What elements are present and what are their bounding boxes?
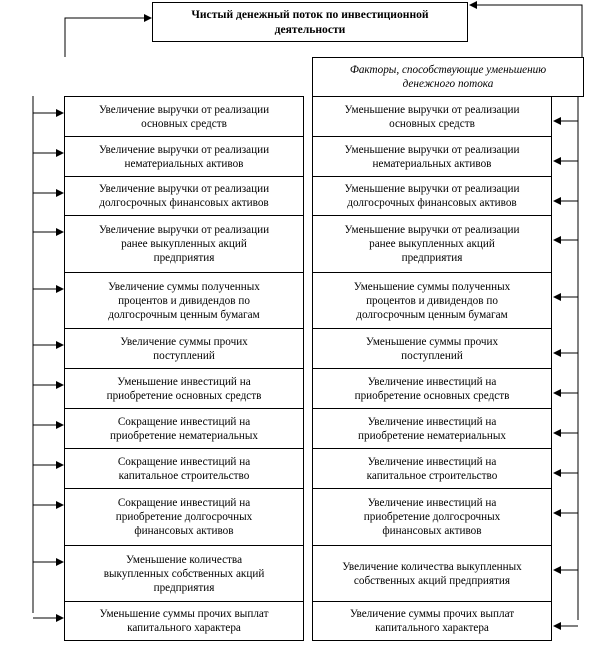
right-factor-label: Уменьшение выручки от реализации долгосрочных финансовых активов — [344, 183, 520, 209]
right-factor-box — [312, 176, 552, 216]
left-factor-box — [64, 215, 304, 273]
right-factor-label: Уменьшение выручки от реализации ранее выкупленных акций предприятия — [344, 224, 520, 264]
left-factor-box — [64, 368, 304, 409]
right-factor-label: Увеличение инвестиций на приобретение основных средств — [354, 375, 510, 402]
left-factor-box — [64, 545, 304, 602]
left-factor-box — [64, 272, 304, 329]
right-factor-box — [312, 545, 552, 602]
left-factor-label: Увеличение суммы полученных процентов и дивидендов по долгосрочным ценным бумагам — [108, 280, 260, 321]
left-factor-box — [64, 328, 304, 369]
right-factor-box — [312, 368, 552, 409]
left-factor-label: Сокращение инвестиций на приобретение нематериальных — [110, 415, 258, 442]
right-factor-box — [312, 96, 552, 137]
left-factor-label: Увеличение выручки от реализации нематериальных активов — [98, 143, 270, 170]
left-top-connector — [65, 18, 151, 57]
right-factor-label: Уменьшение суммы прочих поступлений — [365, 335, 499, 362]
right-factor-box — [312, 272, 552, 329]
right-factor-label: Увеличение инвестиций на приобретение долгосрочных финансовых активов — [363, 497, 501, 537]
right-header-label: Факторы, способствующие уменьшению денежного потока — [349, 64, 547, 90]
right-factor-box — [312, 328, 552, 369]
left-factor-label: Уменьшение суммы прочих выплат капитального характера — [99, 608, 269, 634]
left-factor-label: Увеличение суммы прочих поступлений — [120, 335, 248, 362]
left-factor-box — [64, 176, 304, 216]
left-factor-box — [64, 488, 304, 546]
right-top-connector — [470, 5, 582, 57]
right-factor-box — [312, 215, 552, 273]
right-header-box — [312, 57, 584, 97]
left-factor-label: Увеличение выручки от реализации ранее выкупленных акций предприятия — [98, 224, 270, 264]
right-factor-label: Уменьшение суммы полученных процентов и дивидендов по долгосрочным ценным бумагам — [353, 280, 511, 321]
header-title: Чистый денежный поток по инвестиционной деятельности — [191, 8, 429, 36]
left-factor-label: Увеличение выручки от реализации основных средств — [98, 103, 270, 130]
left-factor-label: Уменьшение количества выкупленных собственных акций предприятия — [103, 553, 265, 594]
right-factor-box — [312, 601, 552, 641]
right-factor-box — [312, 448, 552, 489]
left-factor-label: Сокращение инвестиций на приобретение долгосрочных финансовых активов — [115, 497, 253, 537]
left-factor-box — [64, 136, 304, 177]
right-factor-box — [312, 408, 552, 449]
right-factor-label: Увеличение инвестиций на капитальное строительство — [366, 455, 498, 482]
left-factor-box — [64, 96, 304, 137]
right-factor-label: Увеличение инвестиций на приобретение нематериальных — [358, 415, 506, 442]
right-factor-label: Увеличение суммы прочих выплат капитального характера — [349, 608, 515, 634]
left-factor-box — [64, 408, 304, 449]
left-factor-label: Увеличение выручки от реализации долгосрочных финансовых активов — [98, 183, 270, 209]
left-factor-label: Сокращение инвестиций на капитальное строительство — [117, 455, 251, 482]
right-factor-label: Уменьшение выручки от реализации основных средств — [344, 103, 520, 130]
left-factor-box — [64, 448, 304, 489]
right-factor-label: Уменьшение выручки от реализации нематериальных активов — [344, 143, 520, 170]
right-factor-box — [312, 488, 552, 546]
right-factor-label: Увеличение количества выкупленных собственных акций предприятия — [342, 560, 522, 587]
right-factor-box — [312, 136, 552, 177]
left-factor-box — [64, 601, 304, 641]
left-factor-label: Уменьшение инвестиций на приобретение основных средств — [106, 375, 262, 402]
header-title-box — [152, 2, 468, 42]
